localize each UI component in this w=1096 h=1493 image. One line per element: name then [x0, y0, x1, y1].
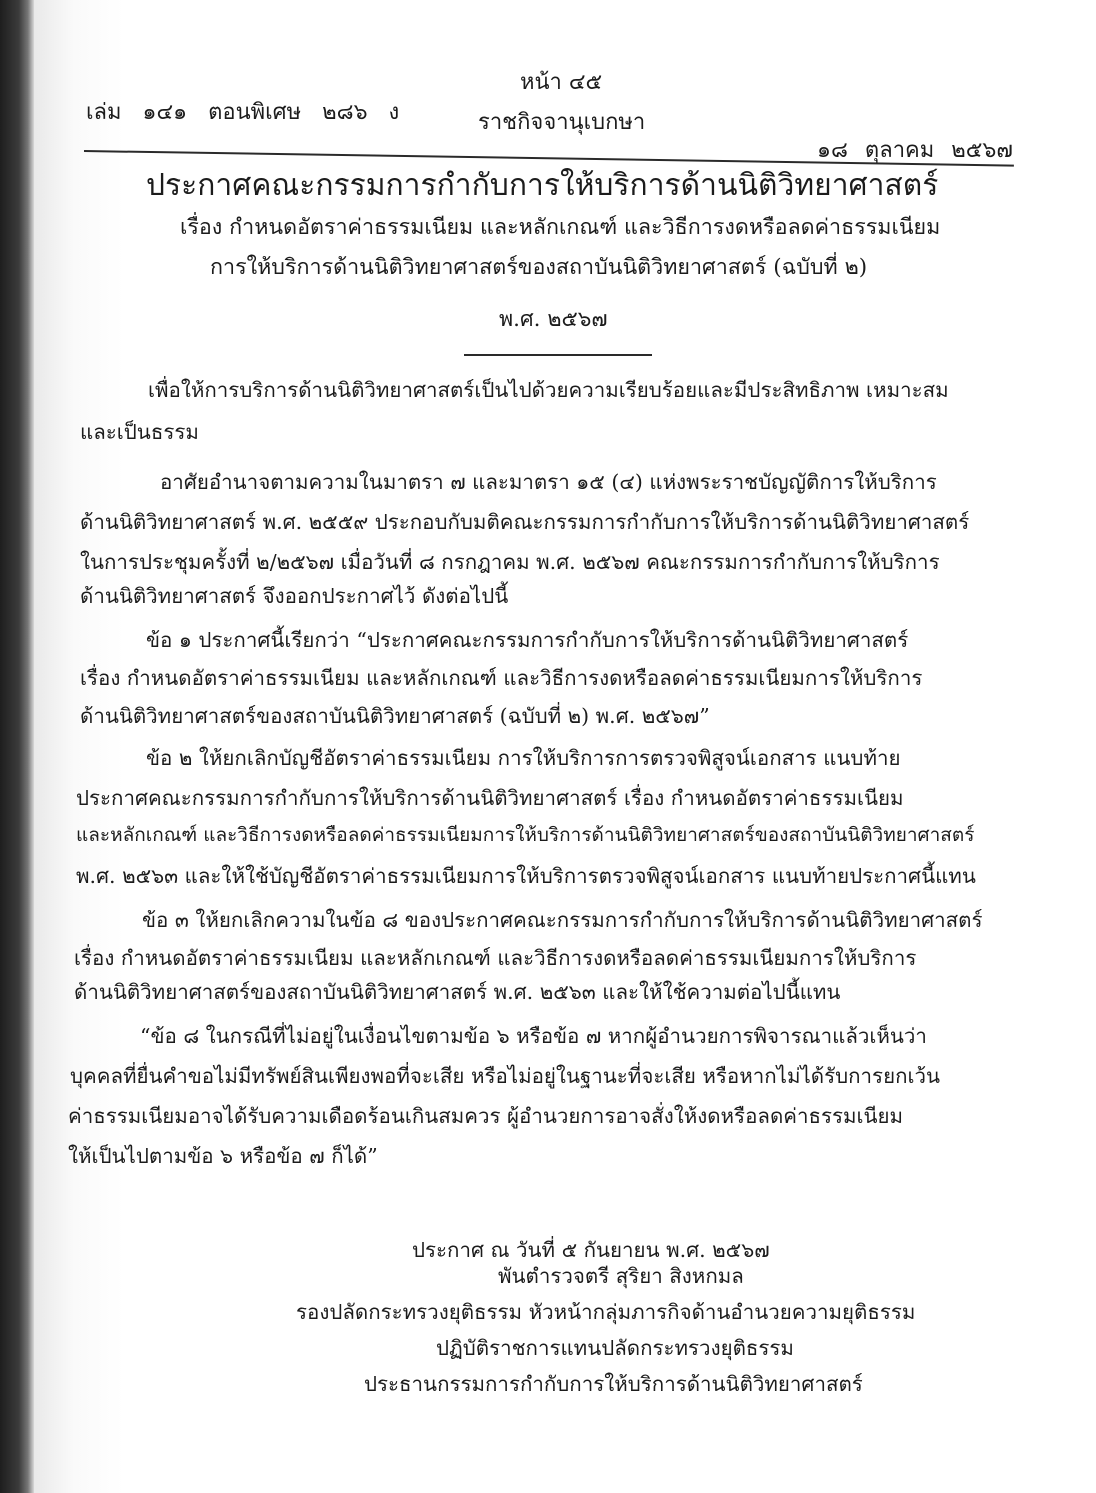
signatory-position-2: ปฏิบัติราชการแทนปลัดกระทรวงยุติธรรม: [436, 1336, 794, 1360]
body-line: บุคคลที่ยื่นคำขอไม่มีทรัพย์สินเพียงพอที่จะเสีย หรือไม่อยู่ในฐานะที่จะเสีย หรือหากไม่ได้รับการยกเว้น: [70, 1064, 941, 1088]
subject-line-2: การให้บริการด้านนิติวิทยาศาสตร์ของสถาบันนิติวิทยาศาสตร์ (ฉบับที่ ๒): [210, 255, 868, 280]
body-line: และเป็นธรรม: [80, 420, 199, 444]
body-line: ด้านนิติวิทยาศาสตร์ จึงออกประกาศไว้ ดังต่อไปนี้: [80, 584, 509, 608]
body-line: เพื่อให้การบริการด้านนิติวิทยาศาสตร์เป็นไปด้วยความเรียบร้อยและมีประสิทธิภาพ เหมาะสม: [148, 378, 949, 402]
body-line: ในการประชุมครั้งที่ ๒/๒๕๖๗ เมื่อวันที่ ๘ กรกฎาคม พ.ศ. ๒๕๖๗ คณะกรรมการกำกับการให้บริการ: [80, 550, 940, 574]
body-line: ด้านนิติวิทยาศาสตร์ พ.ศ. ๒๕๕๙ ประกอบกับมติคณะกรรมการกำกับการให้บริการด้านนิติวิทยาศาสตร์: [80, 510, 970, 534]
body-line: ให้เป็นไปตามข้อ ๖ หรือข้อ ๗ ก็ได้”: [68, 1144, 378, 1168]
body-line: ข้อ ๒ ให้ยกเลิกบัญชีอัตราค่าธรรมเนียม การให้บริการการตรวจพิสูจน์เอกสาร แนบท้าย: [146, 746, 901, 770]
signatory-position-3: ประธานกรรมการกำกับการให้บริการด้านนิติวิทยาศาสตร์: [364, 1372, 863, 1396]
book-binding: [0, 0, 34, 1493]
body-line: ประกาศคณะกรรมการกำกับการให้บริการด้านนิติวิทยาศาสตร์ เรื่อง กำหนดอัตราค่าธรรมเนียม: [76, 786, 904, 810]
announcement-title: ประกาศคณะกรรมการกำกับการให้บริการด้านนิติวิทยาศาสตร์: [146, 168, 939, 203]
signing-date: ประกาศ ณ วันที่ ๕ กันยายน พ.ศ. ๒๕๖๗: [412, 1238, 770, 1262]
body-line: และหลักเกณฑ์ และวิธีการงดหรือลดค่าธรรมเนียมการให้บริการด้านนิติวิทยาศาสตร์ของสถาบันนิติวิทยาศาสตร์: [76, 824, 975, 846]
body-line: เรื่อง กำหนดอัตราค่าธรรมเนียม และหลักเกณฑ์ และวิธีการงดหรือลดค่าธรรมเนียมการให้บริการ: [74, 946, 917, 970]
page-number: หน้า ๔๕: [520, 70, 603, 95]
issue-line: เล่ม ๑๔๑ ตอนพิเศษ ๒๘๖ ง: [86, 100, 400, 125]
subject-line-1: เรื่อง กำหนดอัตราค่าธรรมเนียม และหลักเกณฑ์ และวิธีการงดหรือลดค่าธรรมเนียม: [180, 215, 941, 240]
body-line: ค่าธรรมเนียมอาจได้รับความเดือดร้อนเกินสมควร ผู้อำนวยการอาจสั่งให้งดหรือลดค่าธรรมเนียม: [68, 1104, 904, 1128]
announcement-year: พ.ศ. ๒๕๖๗: [499, 307, 608, 332]
publication-date: ๑๘ ตุลาคม ๒๕๖๗: [817, 138, 1013, 163]
body-line: อาศัยอำนาจตามความในมาตรา ๗ และมาตรา ๑๕ (๔) แห่งพระราชบัญญัติการให้บริการ: [160, 470, 937, 494]
signatory-position-1: รองปลัดกระทรวงยุติธรรม หัวหน้ากลุ่มภารกิจด้านอำนวยความยุติธรรม: [296, 1300, 916, 1324]
body-line: ข้อ ๑ ประกาศนี้เรียกว่า “ประกาศคณะกรรมการกำกับการให้บริการด้านนิติวิทยาศาสตร์: [146, 628, 909, 652]
body-line: “ข้อ ๘ ในกรณีที่ไม่อยู่ในเงื่อนไขตามข้อ ๖ หรือข้อ ๗ หากผู้อำนวยการพิจารณาแล้วเห็นว่า: [140, 1024, 927, 1048]
body-line: เรื่อง กำหนดอัตราค่าธรรมเนียม และหลักเกณฑ์ และวิธีการงดหรือลดค่าธรรมเนียมการให้บริการ: [80, 666, 923, 690]
signatory-name: พันตำรวจตรี สุริยา สิงหกมล: [498, 1264, 744, 1288]
title-divider: [464, 354, 652, 356]
body-line: ด้านนิติวิทยาศาสตร์ของสถาบันนิติวิทยาศาสตร์ พ.ศ. ๒๕๖๓ และให้ใช้ความต่อไปนี้แทน: [74, 980, 841, 1004]
document-page: [34, 0, 1096, 1493]
body-line: ข้อ ๓ ให้ยกเลิกความในข้อ ๘ ของประกาศคณะกรรมการกำกับการให้บริการด้านนิติวิทยาศาสตร์: [142, 908, 983, 932]
body-line: ด้านนิติวิทยาศาสตร์ของสถาบันนิติวิทยาศาสตร์ (ฉบับที่ ๒) พ.ศ. ๒๕๖๗”: [80, 704, 710, 728]
body-line: พ.ศ. ๒๕๖๓ และให้ใช้บัญชีอัตราค่าธรรมเนียมการให้บริการตรวจพิสูจน์เอกสาร แนบท้ายประกาศนี้แทน: [76, 864, 976, 888]
gazette-name: ราชกิจจานุเบกษา: [478, 110, 646, 135]
